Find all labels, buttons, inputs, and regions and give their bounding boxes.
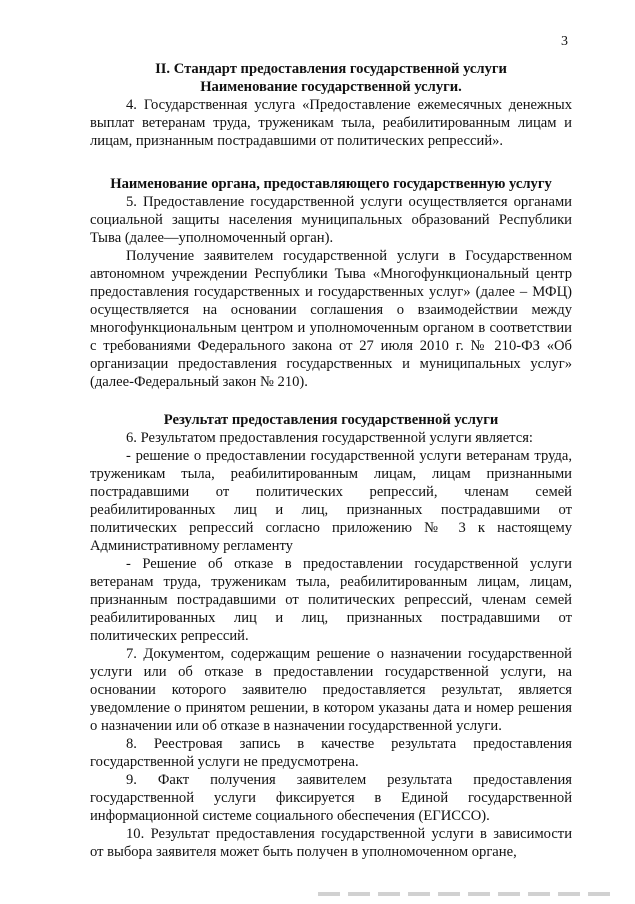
page-number: 3	[561, 34, 568, 49]
document-body	[90, 60, 572, 861]
paragraph-6-decision-refusal: - Решение об отказе в предоставлении государственной услуги ветеранам труда, труженикам тыла, реабилитированным лицам, лицам, признанным пострадавшими от политических репрессий, членам семей реабилитированных лиц и лиц, признанных пострадавшими от политических репрессий.	[90, 556, 572, 644]
subsection-title-result: Результат предоставления государственной услуги	[163, 412, 499, 428]
subsection-title-organ: Наименование органа, предоставляющего государственную услугу	[110, 176, 552, 192]
paragraph-5: 5. Предоставление государственной услуги осуществляется органами социальной защиты населения муниципальных образований Республики Тыва (далее—уполномоченный орган).	[90, 194, 572, 246]
paragraph-7: 7. Документом, содержащим решение о назначении государственной услуги или об отказе в предоставлении государственной услуги, на основании которого заявителю предоставляется результат, является уведомление о принятом решении, в котором указаны дата и номер решения о назначении или об отказе в назначении государственной услуги.	[90, 646, 572, 734]
subsection-title-service-name: Наименование государственной услуги.	[200, 79, 462, 95]
section-title: II. Стандарт предоставления государственной услуги	[155, 61, 507, 77]
scan-artifact-line	[318, 892, 618, 896]
paragraph-8: 8. Реестровая запись в качестве результата предоставления государственной услуги не предусмотрена.	[90, 736, 572, 770]
paragraph-6-decision-grant: - решение о предоставлении государственной услуги ветеранам труда, труженикам тыла, реабилитированным лицам, лицам признанными пострадавшими от политических репрессий, членам семей реабилитированных лиц и лиц, признанных пострадавшими от политических репрессий согласно приложению № 3 к настоящему Административному регламенту	[90, 448, 572, 554]
paragraph-6: 6. Результатом предоставления государственной услуги является:	[126, 430, 533, 446]
paragraph-5-mfc: Получение заявителем государственной услуги в Государственном автономном учреждении Республики Тыва «Многофункциональный центр предоставления государственных и государственных услуг» (далее – МФЦ) осуществляется на основании соглашения о взаимодействии между многофункциональным центром и уполномоченным органом в соответствии с требованиями Федерального закона от 27 июля 2010 г. № 210-ФЗ «Об организации предоставления государственных и муниципальных услуг» (далее-Федеральный закон № 210).	[90, 248, 572, 390]
paragraph-9: 9. Факт получения заявителем результата предоставления государственной услуги фиксируется в Единой государственной информационной системе социального обеспечения (ЕГИССО).	[90, 772, 572, 824]
paragraph-10: 10. Результат предоставления государственной услуги в зависимости от выбора заявителя может быть получен в уполномоченном органе,	[90, 826, 572, 860]
paragraph-4: 4. Государственная услуга «Предоставление ежемесячных денежных выплат ветеранам труда, труженикам тыла, реабилитированным лицам и лицам, признанным пострадавшими от политических репрессий».	[90, 97, 572, 149]
